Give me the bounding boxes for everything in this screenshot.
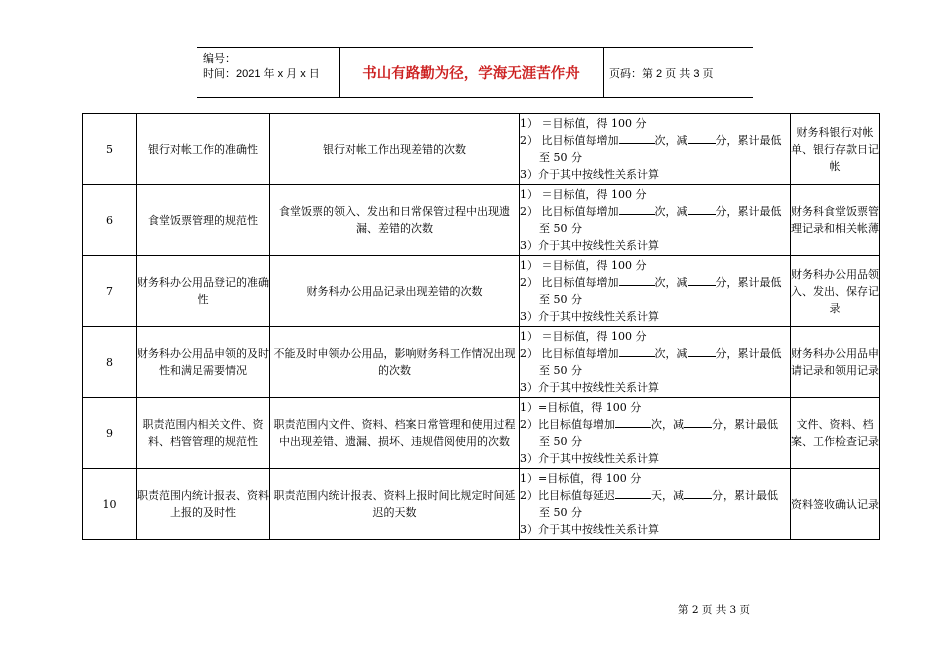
table-row [83, 469, 880, 540]
rule-line-2-part-a: 2） 比目标值每增加 [520, 134, 619, 147]
rule-line-1: 1） ＝目标值，得 100 分 [520, 117, 647, 130]
rule-line-2-part-b: 次，减 [654, 205, 688, 218]
kpi-definition: 食堂饭票的领入、发出和日常保管过程中出现遗漏、差错的次数 [270, 185, 520, 256]
rule-line-2-continued: 至 50 分 [539, 435, 582, 448]
table-row [83, 185, 880, 256]
table-row [83, 398, 880, 469]
row-number: 7 [83, 256, 137, 327]
rule-line-2 [520, 487, 790, 504]
rule-line-2 [520, 345, 790, 362]
fill-blank [684, 488, 712, 499]
row-number: 9 [83, 398, 137, 469]
kpi-item: 职责范围内统计报表、资料上报的及时性 [137, 469, 270, 540]
row-number: 6 [83, 185, 137, 256]
data-source: 财务科银行对帐单、银行存款日记帐 [791, 114, 880, 185]
rule-line-2-part-b: 次，减 [654, 134, 688, 147]
scoring-rule [520, 469, 791, 540]
row-number: 8 [83, 327, 137, 398]
data-source: 财务科办公用品领入、发出、保存记录 [791, 256, 880, 327]
rule-line-2-part-a: 2）比目标值每增加 [520, 418, 615, 431]
kpi-item: 财务科办公用品登记的准确性 [137, 256, 270, 327]
header-motto: 书山有路勤为径，学海无涯苦作舟 [362, 66, 580, 82]
rule-line-2-part-a: 2）比目标值每延迟 [520, 489, 615, 502]
rule-line-2-part-c: 分，累计最低 [715, 347, 782, 360]
fill-blank [615, 417, 651, 428]
fill-blank [615, 488, 651, 499]
fill-blank [619, 133, 655, 144]
fill-blank [619, 275, 655, 286]
rule-line-2 [520, 274, 790, 291]
rule-line-2-part-b: 次，减 [651, 418, 684, 431]
data-source: 财务科办公用品申请记录和领用记录 [791, 327, 880, 398]
table-row [83, 114, 880, 185]
kpi-item: 职责范围内相关文件、资料、档管管理的规范性 [137, 398, 270, 469]
rule-line-3: 3）介于其中按线性关系计算 [520, 452, 659, 465]
kpi-item: 财务科办公用品申领的及时性和满足需要情况 [137, 327, 270, 398]
rule-line-1: 1） ＝目标值，得 100 分 [520, 330, 647, 343]
scoring-rule [520, 256, 791, 327]
rule-line-1: 1）=目标值，得 100 分 [520, 401, 642, 414]
kpi-definition: 职责范围内文件、资料、档案日常管理和使用过程中出现差错、遗漏、损坏、违规借阅使用的次数 [270, 398, 520, 469]
rule-line-2-part-c: 分，累计最低 [712, 489, 778, 502]
rule-line-2-part-c: 分，累计最低 [715, 205, 782, 218]
data-source: 资料签收确认记录 [791, 469, 880, 540]
kpi-definition: 不能及时申领办公用品，影响财务科工作情况出现的次数 [270, 327, 520, 398]
kpi-table-body [83, 114, 880, 540]
data-source: 文件、资料、档案、工作检查记录 [791, 398, 880, 469]
kpi-item: 银行对帐工作的准确性 [137, 114, 270, 185]
scoring-rule [520, 114, 791, 185]
rule-line-3: 3）介于其中按线性关系计算 [520, 310, 659, 323]
rule-line-2 [520, 132, 790, 149]
scoring-rule [520, 327, 791, 398]
rule-line-2-continued: 至 50 分 [539, 293, 582, 306]
rule-line-2-part-b: 次，减 [654, 276, 688, 289]
rule-line-2-continued: 至 50 分 [539, 506, 582, 519]
rule-line-2-part-a: 2） 比目标值每增加 [520, 347, 619, 360]
rule-line-3: 3）介于其中按线性关系计算 [520, 381, 659, 394]
rule-line-3: 3）介于其中按线性关系计算 [520, 168, 659, 181]
rule-line-3: 3）介于其中按线性关系计算 [520, 523, 659, 536]
header-page-code: 页码：第 2 页 共 3 页 [609, 67, 714, 80]
document-time-label: 时间：2021 年 x 月 x 日 [203, 68, 320, 80]
rule-line-2-continued: 至 50 分 [539, 151, 582, 164]
rule-line-2-part-b: 次，减 [654, 347, 688, 360]
table-row [83, 256, 880, 327]
table-row [83, 327, 880, 398]
rule-line-2-continued: 至 50 分 [539, 364, 582, 377]
rule-line-2-part-a: 2） 比目标值每增加 [520, 205, 619, 218]
header-divider [603, 48, 604, 97]
fill-blank [688, 133, 716, 144]
page-footer: 第 2 页 共 3 页 [678, 604, 751, 616]
page-header [197, 47, 753, 98]
rule-line-2-part-c: 分，累计最低 [715, 134, 782, 147]
rule-line-2-continued: 至 50 分 [539, 222, 582, 235]
kpi-item: 食堂饭票管理的规范性 [137, 185, 270, 256]
fill-blank [688, 275, 716, 286]
row-number: 10 [83, 469, 137, 540]
fill-blank [619, 346, 655, 357]
rule-line-2-part-b: 天，减 [651, 489, 684, 502]
rule-line-1: 1） ＝目标值，得 100 分 [520, 188, 647, 201]
scoring-rule [520, 398, 791, 469]
rule-line-2-part-c: 分，累计最低 [715, 276, 782, 289]
header-left-block [203, 52, 320, 82]
fill-blank [619, 204, 655, 215]
rule-line-1: 1） ＝目标值，得 100 分 [520, 259, 647, 272]
fill-blank [684, 417, 712, 428]
scoring-rule [520, 185, 791, 256]
fill-blank [688, 204, 716, 215]
fill-blank [688, 346, 716, 357]
document-number-label: 编号： [203, 53, 236, 65]
rule-line-2 [520, 416, 790, 433]
data-source: 财务科食堂饭票管理记录和相关帐薄 [791, 185, 880, 256]
kpi-definition: 职责范围内统计报表、资料上报时间比规定时间延迟的天数 [270, 469, 520, 540]
rule-line-2-part-c: 分，累计最低 [712, 418, 778, 431]
kpi-definition: 财务科办公用品记录出现差错的次数 [270, 256, 520, 327]
row-number: 5 [83, 114, 137, 185]
kpi-definition: 银行对帐工作出现差错的次数 [270, 114, 520, 185]
rule-line-3: 3）介于其中按线性关系计算 [520, 239, 659, 252]
rule-line-2 [520, 203, 790, 220]
rule-line-1: 1）=目标值，得 100 分 [520, 472, 642, 485]
kpi-table [82, 113, 880, 540]
rule-line-2-part-a: 2） 比目标值每增加 [520, 276, 619, 289]
